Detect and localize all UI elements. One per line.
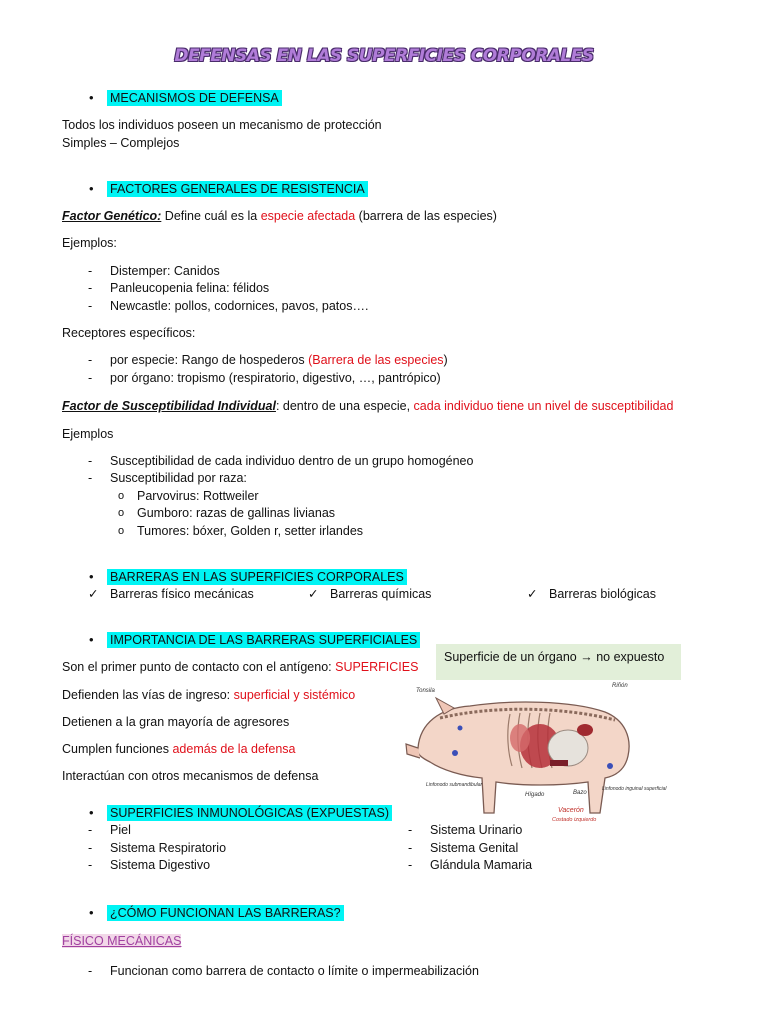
- heading-importancia: IMPORTANCIA DE LAS BARRERAS SUPERFICIALES: [107, 632, 420, 648]
- dash: -: [88, 858, 93, 872]
- heading-como-funcionan: ¿CÓMO FUNCIONAN LAS BARRERAS?: [107, 905, 344, 921]
- text: ): [443, 353, 448, 367]
- arrow-icon: →: [580, 650, 593, 664]
- bullet-dot: •: [89, 569, 94, 584]
- lung: [510, 724, 530, 752]
- factor-genetico-label: Factor Genético:: [62, 209, 162, 223]
- bullet-dot: •: [89, 181, 94, 196]
- diagram-label: Riñón: [612, 683, 628, 689]
- red-text: además de la defensa: [172, 742, 296, 756]
- lymph-node-icon: [607, 763, 613, 769]
- red-text: cada individuo tiene un nivel de susceptibilidad: [413, 399, 674, 413]
- factor-susceptibilidad-line: [62, 399, 673, 413]
- text-line: [62, 660, 418, 674]
- text: Cumplen funciones: [62, 742, 173, 756]
- red-text: especie afectada: [260, 209, 356, 223]
- list-item: Panleucopenia felina: félidos: [110, 281, 270, 295]
- lymph-node-icon: [452, 750, 458, 756]
- heading-barreras: BARRERAS EN LAS SUPERFICIES CORPORALES: [107, 569, 407, 585]
- dash: -: [88, 841, 93, 855]
- dash: -: [88, 371, 93, 385]
- list-item: Funcionan como barrera de contacto o límite o impermeabilización: [110, 964, 479, 978]
- text: por especie: Rango de hospederos: [110, 353, 309, 367]
- text: Superficie de un órgano: [444, 650, 581, 664]
- page-title: DEFENSAS EN LAS SUPERFICIES CORPORALES: [174, 46, 594, 66]
- bullet-dot: •: [89, 632, 94, 647]
- pig-anatomy-diagram: [400, 678, 667, 826]
- dash: -: [88, 454, 93, 468]
- list-item: por órgano: tropismo (respiratorio, digestivo, …, pantrópico): [110, 371, 441, 385]
- list-item: Sistema Respiratorio: [110, 841, 227, 855]
- list-item: Sistema Urinario: [430, 823, 523, 837]
- list-item: Barreras químicas: [330, 587, 432, 601]
- spleen: [550, 760, 568, 766]
- text: (barrera de las especies): [355, 209, 497, 223]
- list-item: Susceptibilidad por raza:: [110, 471, 247, 485]
- list-item: [110, 353, 448, 367]
- text-line: Ejemplos:: [62, 236, 117, 250]
- kidney: [577, 724, 593, 736]
- note-box: [436, 644, 681, 680]
- checkmark-icon: ✓: [88, 587, 99, 601]
- diagram-caption: Vacerón: [558, 807, 584, 814]
- diagram-label: Bazo: [573, 790, 587, 796]
- list-item: Glándula Mamaria: [430, 858, 533, 872]
- bullet-dot: •: [89, 90, 94, 105]
- bullet-dot: •: [89, 805, 94, 820]
- text: Son el primer punto de contacto con el antígeno:: [62, 660, 336, 674]
- text: : dentro de una especie,: [275, 399, 414, 413]
- list-item: Tumores: bóxer, Golden r, setter irlandes: [137, 524, 364, 538]
- checkmark-icon: ✓: [308, 587, 319, 601]
- diagram-caption: Costado izquierdo: [552, 817, 597, 823]
- text: FÍSICO MECÁNICAS: [62, 934, 182, 948]
- text-line: Simples – Complejos: [62, 136, 180, 150]
- list-item: Sistema Digestivo: [110, 858, 211, 872]
- diagram-label: Linfonodo inguinal superficial: [602, 786, 667, 792]
- dash: -: [88, 264, 93, 278]
- list-item: Barreras biológicas: [549, 587, 656, 601]
- text-line: Todos los individuos poseen un mecanismo de protección: [62, 118, 382, 132]
- dash: -: [88, 964, 93, 978]
- dash: -: [88, 471, 93, 485]
- bullet-dot: •: [89, 905, 94, 920]
- dash: -: [408, 823, 413, 837]
- diagram-label: Tonsila: [416, 688, 435, 694]
- heading-mecanismos: MECANISMOS DE DEFENSA: [107, 90, 282, 106]
- list-item: Piel: [110, 823, 131, 837]
- list-item: Sistema Genital: [430, 841, 519, 855]
- list-item: Susceptibilidad de cada individuo dentro de un grupo homogéneo: [110, 454, 474, 468]
- dash: -: [88, 823, 93, 837]
- text-line: [62, 688, 355, 702]
- circle-bullet: o: [118, 507, 125, 519]
- lymph-node-icon: [458, 726, 463, 731]
- list-item: Parvovirus: Rottweiler: [137, 489, 259, 503]
- dash: -: [88, 353, 93, 367]
- list-item: Distemper: Canidos: [110, 264, 220, 278]
- dash: -: [408, 841, 413, 855]
- checkmark-icon: ✓: [527, 587, 538, 601]
- diagram-label: Linfonodo submandibular: [426, 782, 483, 788]
- heading-factores: FACTORES GENERALES DE RESISTENCIA: [107, 181, 368, 197]
- dash: -: [88, 299, 93, 313]
- red-text: superficial y sistémico: [233, 688, 356, 702]
- dash: -: [408, 858, 413, 872]
- list-item: Newcastle: pollos, codornices, pavos, patos….: [110, 299, 369, 313]
- text-line: Receptores específicos:: [62, 326, 196, 340]
- text-line: [62, 742, 296, 756]
- list-item: Barreras físico mecánicas: [110, 587, 254, 601]
- list-item: Gumboro: razas de gallinas livianas: [137, 506, 336, 520]
- text: Defienden las vías de ingreso:: [62, 688, 234, 702]
- text-line: Detienen a la gran mayoría de agresores: [62, 715, 290, 729]
- heading-superficies: SUPERFICIES INMUNOLÓGICAS (EXPUESTAS): [107, 805, 392, 821]
- subheading-fisico-mecanicas: [62, 934, 181, 948]
- factor-susceptibilidad-label: Factor de Susceptibilidad Individual: [62, 399, 276, 413]
- dash: -: [88, 281, 93, 295]
- text: Define cuál es la: [161, 209, 261, 223]
- circle-bullet: o: [118, 490, 125, 502]
- text-line: Interactúan con otros mecanismos de defensa: [62, 769, 319, 783]
- red-text: SUPERFICIES: [335, 660, 419, 674]
- text-line: Ejemplos: [62, 427, 114, 441]
- text: no expuesto: [592, 650, 665, 664]
- circle-bullet: o: [118, 525, 125, 537]
- red-text: (Barrera de las especies: [308, 353, 444, 367]
- diagram-label: Hígado: [525, 792, 545, 798]
- factor-genetico-line: [62, 209, 497, 223]
